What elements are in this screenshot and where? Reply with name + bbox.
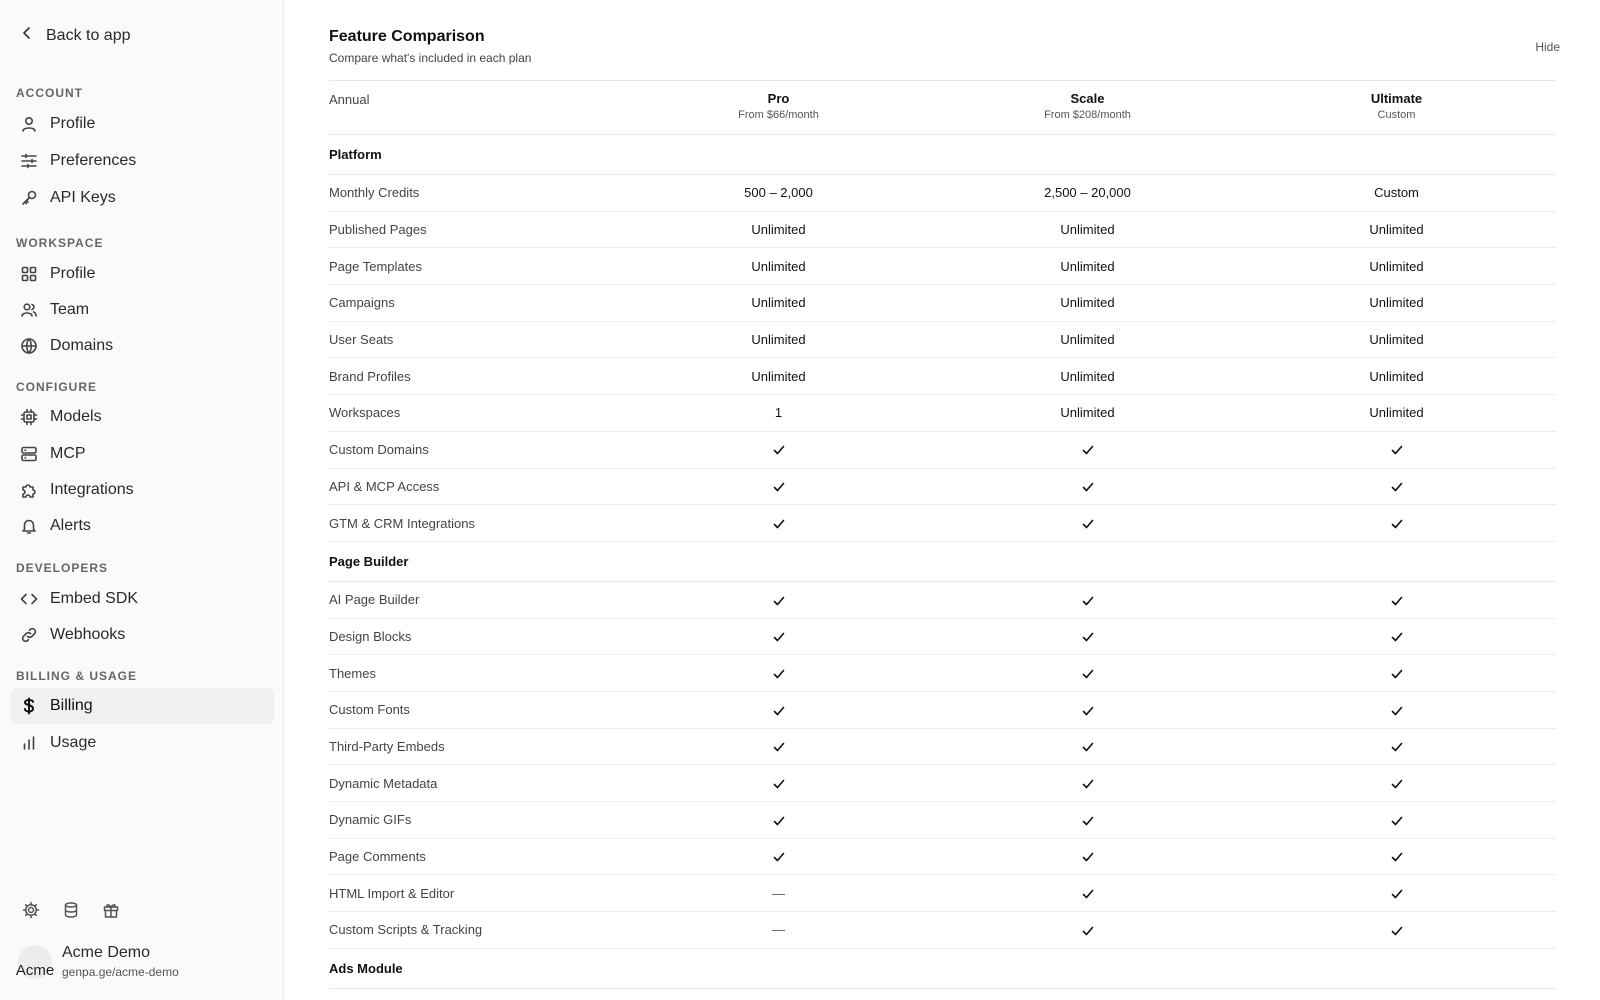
table-header-row [329,80,1556,135]
feature-name: Published Pages [329,222,427,238]
check-icon [933,479,1242,495]
check-icon [933,885,1242,901]
feature-value-text: — [772,885,785,901]
sidebar-item-label: Profile [50,115,96,132]
feature-value-text: Unlimited [751,295,806,311]
dollar-icon [20,697,38,715]
table-row [329,322,1556,359]
feature-name: HTML Import & Editor [329,885,455,901]
check-icon [624,592,933,608]
sidebar-item-billing[interactable] [11,688,274,724]
feature-name: Workspaces [329,405,401,421]
check-icon [624,812,933,828]
check-icon [933,812,1242,828]
sidebar-item-label: Models [50,408,102,425]
section-header-row [329,949,1556,989]
feature-name: Monthly Credits [329,185,420,201]
feature-name: Campaigns [329,295,395,311]
feature-name: GTM & CRM Integrations [329,515,475,531]
feature-name: Design Blocks [329,628,412,644]
feature-value [624,886,933,901]
plan-price: From $208/month [1044,109,1131,121]
check-icon [933,442,1242,458]
check-icon [1242,665,1551,681]
feature-value-text: Unlimited [751,222,806,238]
sidebar-item-label: Team [50,301,90,318]
table-row [329,692,1556,729]
feature-value-text: Unlimited [1369,295,1424,311]
check-icon [933,629,1242,645]
page-title: Feature Comparison [329,28,485,45]
feature-value [1242,369,1551,384]
feature-value [624,332,933,347]
check-icon [624,775,933,791]
table-row [329,765,1556,802]
feature-value [1242,222,1551,237]
feature-name: Dynamic GIFs [329,812,412,828]
globe-icon [20,337,38,355]
code-icon [20,590,38,608]
feature-value-text: Unlimited [1060,405,1115,421]
avatar [15,945,55,979]
check-icon [933,515,1242,531]
sidebar-item-api-keys[interactable] [11,180,274,216]
section-label-developers: DEVELOPERS [16,561,109,575]
sidebar-item-models[interactable] [11,399,274,435]
link-icon [20,626,38,644]
feature-value-text: Unlimited [1369,222,1424,238]
sidebar-footer-icons [22,901,120,919]
check-icon [1242,592,1551,608]
table-row [329,248,1556,285]
check-icon [624,479,933,495]
feature-value [933,332,1242,347]
section-header-row [329,542,1556,582]
table-row [329,729,1556,766]
feature-name: Third-Party Embeds [329,738,445,754]
feature-name: Dynamic Metadata [329,775,438,791]
feature-name: Custom Fonts [329,702,410,718]
section-title: Platform [329,147,382,162]
check-icon [1242,702,1551,718]
section-label-workspace: WORKSPACE [16,236,104,250]
check-icon [933,775,1242,791]
table-row [329,212,1556,249]
sidebar-item-label: API Keys [50,189,116,206]
plan-price: From $66/month [738,109,819,121]
bar-chart-icon [20,734,38,752]
section-label-account: ACCOUNT [16,86,83,100]
feature-name: Brand Profiles [329,368,411,384]
feature-value [624,222,933,237]
feature-value [933,222,1242,237]
sidebar-item-workspace-profile[interactable] [11,256,274,292]
sidebar-item-label: Alerts [50,517,91,534]
feature-value-text: Unlimited [751,332,806,348]
sidebar-item-alerts[interactable] [11,508,274,544]
table-row [329,582,1556,619]
plan-column-pro [624,81,933,134]
sidebar-item-label: Billing [50,697,93,714]
check-icon [1242,515,1551,531]
feature-value [1242,185,1551,200]
bell-icon [20,517,38,535]
feature-value-text: 2,500 – 20,000 [1044,185,1131,201]
chip-icon [20,408,38,426]
database-icon[interactable] [62,901,80,919]
puzzle-icon [20,481,38,499]
section-label-billing-usage: BILLING & USAGE [16,669,138,683]
check-icon [624,849,933,865]
check-icon [1242,922,1551,938]
grid-icon [20,265,38,283]
check-icon [1242,442,1551,458]
feature-value-text: Unlimited [1060,332,1115,348]
feature-value [624,185,933,200]
plan-name: Scale [1070,91,1105,106]
back-to-app-label: Back to app [46,26,131,44]
table-row [329,802,1556,839]
billing-period-label: Annual [329,92,370,107]
check-icon [624,629,933,645]
check-icon [933,739,1242,755]
users-icon [20,301,38,319]
sidebar-item-label: MCP [50,445,86,462]
sidebar-item-label: Embed SDK [50,590,139,607]
feature-name: User Seats [329,332,394,348]
feature-value [624,405,933,420]
back-to-app-link[interactable] [20,26,131,45]
feature-value-text: Custom [1374,185,1419,201]
check-icon [933,849,1242,865]
table-row [329,175,1556,212]
plan-name: Pro [767,91,790,106]
sidebar-item-mcp[interactable] [11,436,274,472]
check-icon [1242,812,1551,828]
gear-icon[interactable] [22,901,40,919]
check-icon [933,665,1242,681]
check-icon [1242,629,1551,645]
feature-name: Custom Domains [329,442,429,458]
section-title: Page Builder [329,553,409,569]
table-row [329,432,1556,469]
key-icon [20,189,38,207]
feature-value [1242,259,1551,274]
gift-icon[interactable] [102,901,120,919]
check-icon [1242,849,1551,865]
sidebar-item-embed-sdk[interactable] [11,581,274,617]
feature-value-text: Unlimited [1060,258,1115,274]
plan-column-ultimate [1242,81,1551,134]
table-row [329,505,1556,542]
feature-name: Page Templates [329,258,422,274]
plan-column-scale [933,81,1242,134]
feature-value-text: Unlimited [1060,368,1115,384]
check-icon [933,592,1242,608]
feature-value [1242,295,1551,310]
feature-value [933,405,1242,420]
check-icon [1242,479,1551,495]
sidebar-item-account-profile[interactable] [11,106,274,142]
feature-value-text: Unlimited [1060,222,1115,238]
feature-value-text: Unlimited [1369,405,1424,421]
check-icon [933,702,1242,718]
sidebar-item-label: Usage [50,734,97,751]
table-row [329,395,1556,432]
feature-value-text: 1 [774,405,783,421]
feature-name: Page Comments [329,849,426,865]
user-name: Acme Demo [62,944,151,961]
table-row [329,619,1556,656]
check-icon [624,739,933,755]
sidebar-item-webhooks[interactable] [11,617,274,653]
feature-value [933,369,1242,384]
table-row [329,875,1556,912]
feature-name: API & MCP Access [329,478,440,494]
feature-value [1242,405,1551,420]
feature-value-text: 500 – 2,000 [744,185,813,201]
server-icon [20,445,38,463]
sidebar-item-label: Domains [50,337,114,354]
feature-value-text: Unlimited [751,258,806,274]
user-icon [20,115,38,133]
feature-value [624,922,933,937]
sidebar-item-team[interactable] [11,292,274,328]
check-icon [624,702,933,718]
feature-name: AI Page Builder [329,592,420,608]
feature-value [624,369,933,384]
feature-value-text: Unlimited [1369,368,1424,384]
sidebar-item-label: Profile [50,265,96,282]
table-row [329,655,1556,692]
sidebar-item-domains[interactable] [11,328,274,364]
feature-value-text: Unlimited [1369,332,1424,348]
sidebar-item-usage[interactable] [11,725,274,761]
sidebar-item-label: Webhooks [50,626,126,643]
section-label-configure: CONFIGURE [16,380,97,394]
feature-value-text: Unlimited [1369,258,1424,274]
check-icon [933,922,1242,938]
feature-value [933,295,1242,310]
sidebar-item-integrations[interactable] [11,472,274,508]
sidebar [0,0,284,1000]
table-row [329,358,1556,395]
plan-price: Custom [1377,109,1416,121]
table-row [329,285,1556,322]
feature-value-text: Unlimited [1060,295,1115,311]
user-handle: genpa.ge/acme-demo [62,965,179,979]
feature-name: Custom Scripts & Tracking [329,922,483,938]
feature-value [624,295,933,310]
sidebar-item-label: Preferences [50,152,137,169]
avatar-alt-text: Acme [15,961,55,979]
section-header-row [329,135,1556,175]
check-icon [624,665,933,681]
table-row [329,912,1556,949]
feature-comparison-table [329,80,1556,989]
main-content [284,0,1600,1000]
feature-value-text: — [772,922,785,938]
chevron-left-icon [20,26,34,45]
page-subtitle: Compare what's included in each plan [329,51,532,65]
check-icon [1242,775,1551,791]
table-row [329,469,1556,506]
feature-name: Themes [329,665,376,681]
sliders-icon [20,152,38,170]
table-body [329,135,1556,989]
check-icon [624,515,933,531]
user-account[interactable] [15,944,179,979]
check-icon [1242,885,1551,901]
plan-name: Ultimate [1370,91,1423,106]
feature-value-text: Unlimited [751,368,806,384]
section-title: Ads Module [329,960,403,976]
sidebar-item-preferences[interactable] [11,143,274,179]
sidebar-item-label: Integrations [50,481,134,498]
feature-value [933,185,1242,200]
hide-button[interactable]: Hide [1535,40,1560,54]
feature-value [933,259,1242,274]
feature-value [624,259,933,274]
check-icon [624,442,933,458]
feature-value [1242,332,1551,347]
check-icon [1242,739,1551,755]
table-row [329,839,1556,876]
